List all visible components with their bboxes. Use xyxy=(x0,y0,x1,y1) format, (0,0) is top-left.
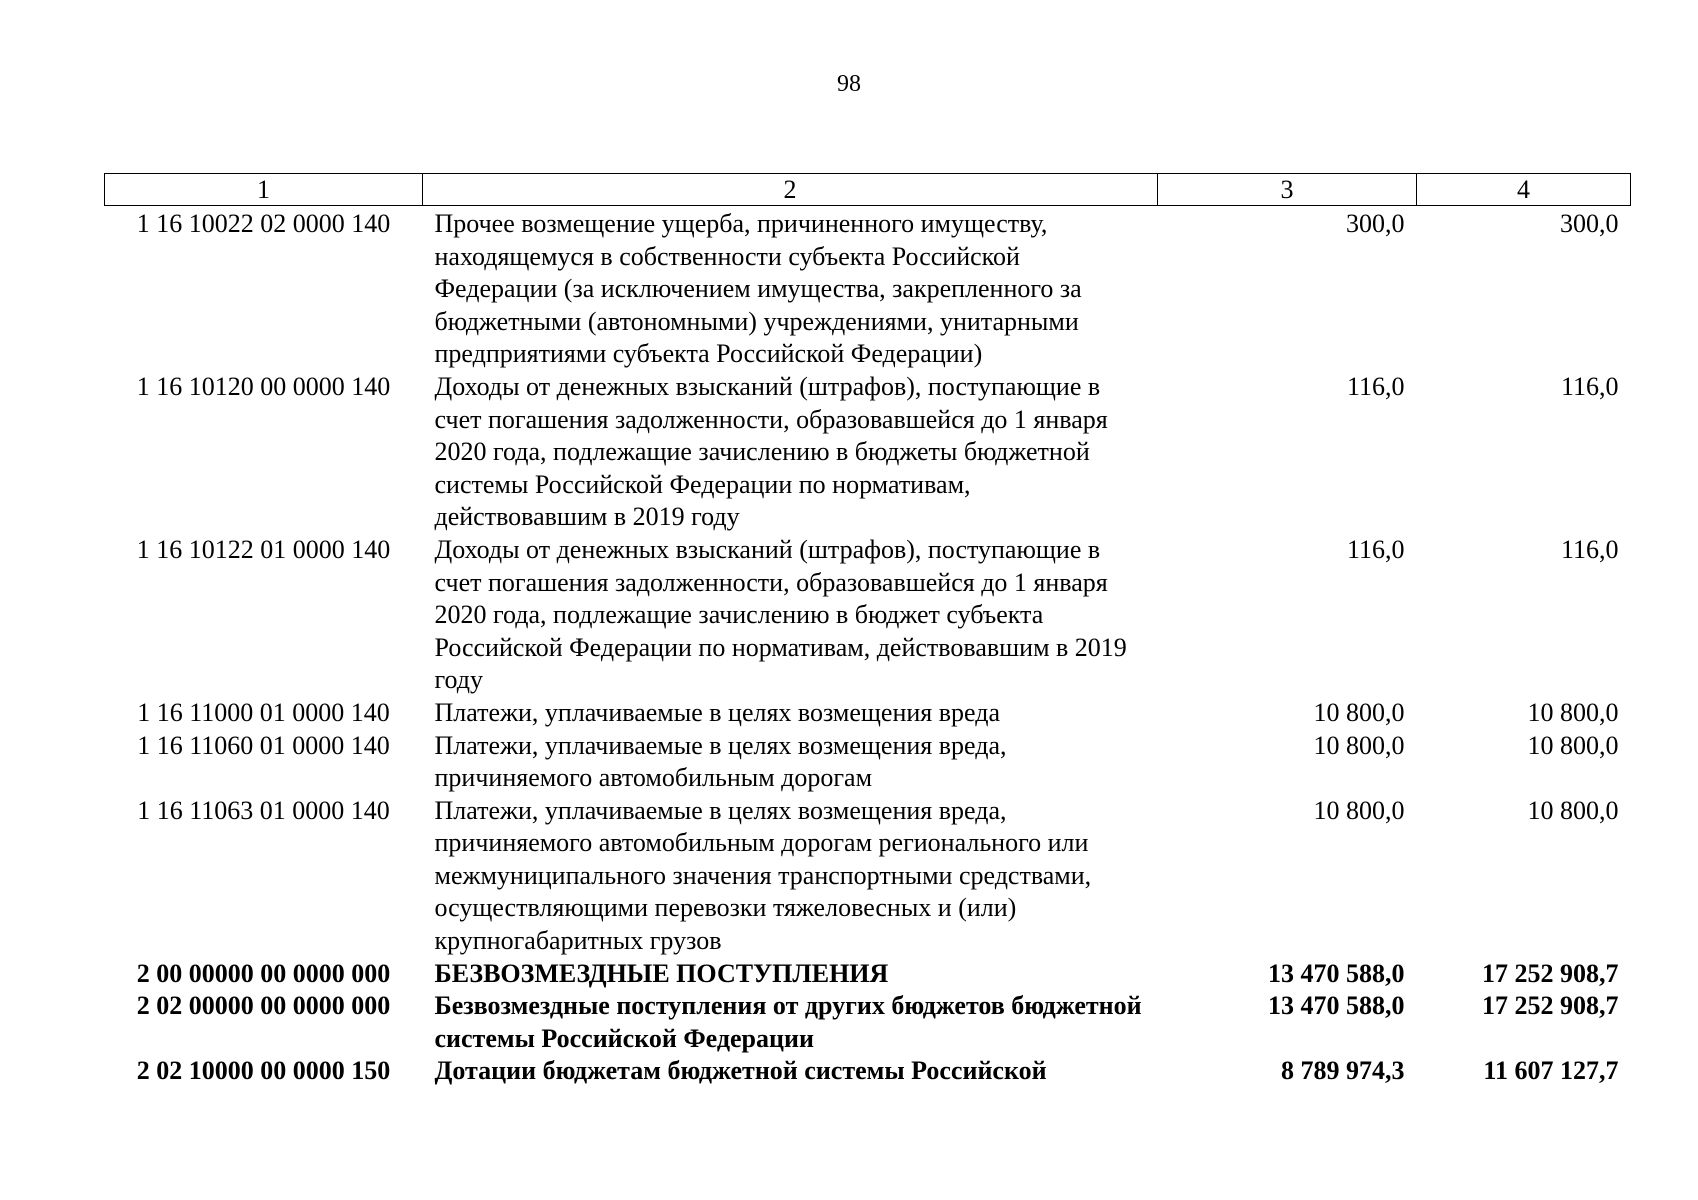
row-code: 1 16 10120 00 0000 140 xyxy=(136,371,391,401)
row-code: 1 16 10122 01 0000 140 xyxy=(136,534,391,564)
row-code: 1 16 11000 01 0000 140 xyxy=(137,697,390,727)
table-row xyxy=(105,206,1631,371)
row-value-col3: 10 800,0 xyxy=(1313,730,1405,760)
row-name: Прочее возмещение ущерба, причиненного имуществу, находящемуся в собственности субъекта Российской Федерации (за исключением имущества, закрепленного за бюджетными (автономными) учреждениями, унитарными предприятиями субъекта Российской Федерации) xyxy=(434,209,1082,369)
row-code: 1 16 11060 01 0000 140 xyxy=(137,730,390,760)
row-value-col4: 17 252 908,7 xyxy=(1482,991,1619,1021)
row-code: 2 00 00000 00 0000 000 xyxy=(136,958,391,988)
row-value-col4: 116,0 xyxy=(1560,371,1619,401)
page-number: 98 xyxy=(837,71,861,97)
row-name: Безвозмездные поступления от других бюджетов бюджетной системы Российской Федерации xyxy=(434,991,1142,1053)
row-name: Дотации бюджетам бюджетной системы Российской xyxy=(434,1056,1047,1086)
row-value-col3: 10 800,0 xyxy=(1313,697,1405,727)
table-row xyxy=(105,697,1631,730)
row-name: Платежи, уплачиваемые в целях возмещения вреда xyxy=(434,697,1000,727)
row-value-col4: 116,0 xyxy=(1560,534,1619,564)
table-row xyxy=(105,371,1631,534)
row-name: Платежи, уплачиваемые в целях возмещения вреда, причиняемого автомобильным дорогам регионального или межмуниципального значения транспортными средствами, осуществляющими перевозки тяжеловесных и (или) крупногабаритных грузов xyxy=(434,795,1092,956)
column-header-4: 4 xyxy=(1417,174,1631,206)
row-value-col4: 10 800,0 xyxy=(1527,795,1619,825)
column-header-1: 1 xyxy=(105,174,423,206)
column-header-2: 2 xyxy=(423,174,1158,206)
row-name: Доходы от денежных взысканий (штрафов), поступающие в счет погашения задолженности, образовавшейся до 1 января 2020 года, подлежащие зачислению в бюджеты бюджетной системы Российской Федерации по нормативам, действовавшим в 2019 году xyxy=(434,371,1108,532)
row-value-col3: 13 470 588,0 xyxy=(1268,991,1405,1021)
row-value-col4: 300,0 xyxy=(1560,209,1619,238)
row-value-col3: 300,0 xyxy=(1346,209,1405,238)
row-code: 1 16 10022 02 0000 140 xyxy=(136,209,391,238)
row-code: 2 02 10000 00 0000 150 xyxy=(136,1056,391,1086)
row-value-col3: 13 470 588,0 xyxy=(1268,958,1405,988)
table-row xyxy=(105,730,1631,795)
row-name: БЕЗВОЗМЕЗДНЫЕ ПОСТУПЛЕНИЯ xyxy=(434,958,889,988)
row-value-col3: 116,0 xyxy=(1346,534,1405,564)
row-name: Платежи, уплачиваемые в целях возмещения вреда, причиняемого автомобильным дорогам xyxy=(434,730,1007,793)
table-row xyxy=(105,795,1631,958)
table-header-row xyxy=(105,174,1631,206)
column-header-3: 3 xyxy=(1158,174,1417,206)
budget-table xyxy=(104,173,1631,1088)
row-name: Доходы от денежных взысканий (штрафов), поступающие в счет погашения задолженности, образовавшейся до 1 января 2020 года, подлежащие зачислению в бюджет субъекта Российской Федерации по нормативам, действовавшим в 2019 году xyxy=(434,534,1127,695)
row-value-col3: 116,0 xyxy=(1346,371,1405,401)
row-value-col4: 17 252 908,7 xyxy=(1482,958,1619,988)
row-value-col4: 11 607 127,7 xyxy=(1483,1056,1619,1086)
table-row xyxy=(105,990,1631,1055)
row-code: 2 02 00000 00 0000 000 xyxy=(136,991,391,1021)
table-row xyxy=(105,958,1631,991)
row-value-col3: 10 800,0 xyxy=(1313,795,1405,825)
row-value-col4: 10 800,0 xyxy=(1527,697,1619,727)
table-row xyxy=(105,534,1631,697)
table-row xyxy=(105,1055,1631,1088)
row-code: 1 16 11063 01 0000 140 xyxy=(137,795,390,825)
row-value-col3: 8 789 974,3 xyxy=(1281,1056,1405,1086)
row-value-col4: 10 800,0 xyxy=(1527,730,1619,760)
